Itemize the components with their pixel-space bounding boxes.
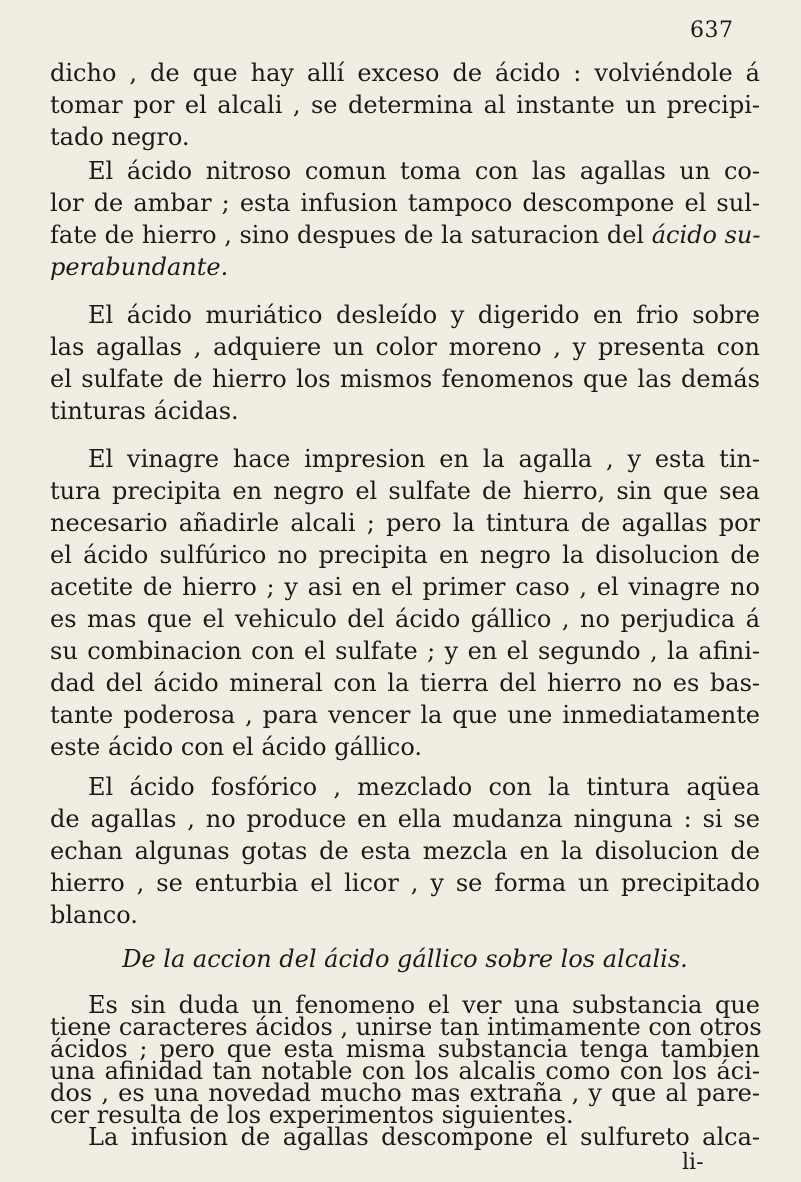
text-line: acetite de hierro ; y asi en el primer caso , el vinagre no — [50, 573, 760, 601]
text-line: tomar por el alcali , se determina al instante un precipi- — [50, 91, 760, 119]
italic-term: ácido su- — [651, 221, 761, 249]
text-line: echan algunas gotas de esta mezcla en la disolucion de — [50, 837, 760, 865]
text-line: este ácido con el ácido gállico. — [50, 733, 423, 761]
text-line: hierro , se enturbia el licor , y se forma un precipitado — [50, 869, 760, 897]
text-line: una afinidad tan notable con los alcalis como con los áci- — [50, 1057, 760, 1085]
text-line: tado negro. — [50, 123, 190, 151]
text-line: tinturas ácidas. — [50, 397, 239, 425]
text-line: ácidos ; pero que esta misma substancia tenga tambien — [50, 1035, 760, 1063]
page-number: 637 — [690, 18, 734, 43]
text-line: su combinacion con el sulfate ; y en el segundo , la afini- — [50, 637, 760, 665]
text-line-segment: fate de hierro , sino despues de la saturacion del — [50, 221, 645, 249]
text-line: cer resulta de los experimentos siguientes. — [50, 1101, 574, 1129]
text-line: tiene caracteres ácidos , unirse tan intimamente con otros — [50, 1013, 762, 1041]
text-line: blanco. — [50, 901, 138, 929]
text-line: El ácido nitroso comun toma con las agallas un co- — [88, 157, 760, 185]
text-line: dos , es una novedad mucho mas extraña , y que al pare- — [50, 1079, 760, 1107]
text-line: de agallas , no produce en ella mudanza ninguna : si se — [50, 805, 760, 833]
section-heading: De la accion del ácido gállico sobre los alcalis. — [122, 945, 688, 973]
text-line: es mas que el vehiculo del ácido gállico , no perjudica á — [50, 605, 760, 633]
text-line: lor de ambar ; esta infusion tampoco descompone el sul- — [50, 189, 760, 217]
text-line: Es sin duda un fenomeno el ver una substancia que — [88, 991, 760, 1019]
text-line: tante poderosa , para vencer la que une inmediatamente — [50, 701, 760, 729]
catchword: li- — [682, 1150, 704, 1175]
italic-term: perabundante. — [50, 253, 229, 281]
text-line: El vinagre hace impresion en la agalla , y esta tin- — [88, 445, 760, 473]
text-line: La infusion de agallas descompone el sulfureto alca- — [88, 1123, 760, 1151]
text-line: el sulfate de hierro los mismos fenomenos que las demás — [50, 365, 760, 393]
text-line — [50, 220, 760, 251]
text-line: necesario añadirle alcali ; pero la tintura de agallas por — [50, 509, 760, 537]
text-line: tura precipita en negro el sulfate de hierro, sin que sea — [50, 477, 760, 505]
text-line: dad del ácido mineral con la tierra del hierro no es bas- — [50, 669, 760, 697]
text-line: dicho , de que hay allí exceso de ácido : volviéndole á — [50, 59, 760, 87]
text-line: El ácido fosfórico , mezclado con la tintura aqüea — [88, 773, 760, 801]
text-line: el ácido sulfúrico no precipita en negro la disolucion de — [50, 541, 760, 569]
text-line: las agallas , adquiere un color moreno , y presenta con — [50, 333, 760, 361]
text-line: El ácido muriático desleído y digerido en frio sobre — [88, 301, 760, 329]
